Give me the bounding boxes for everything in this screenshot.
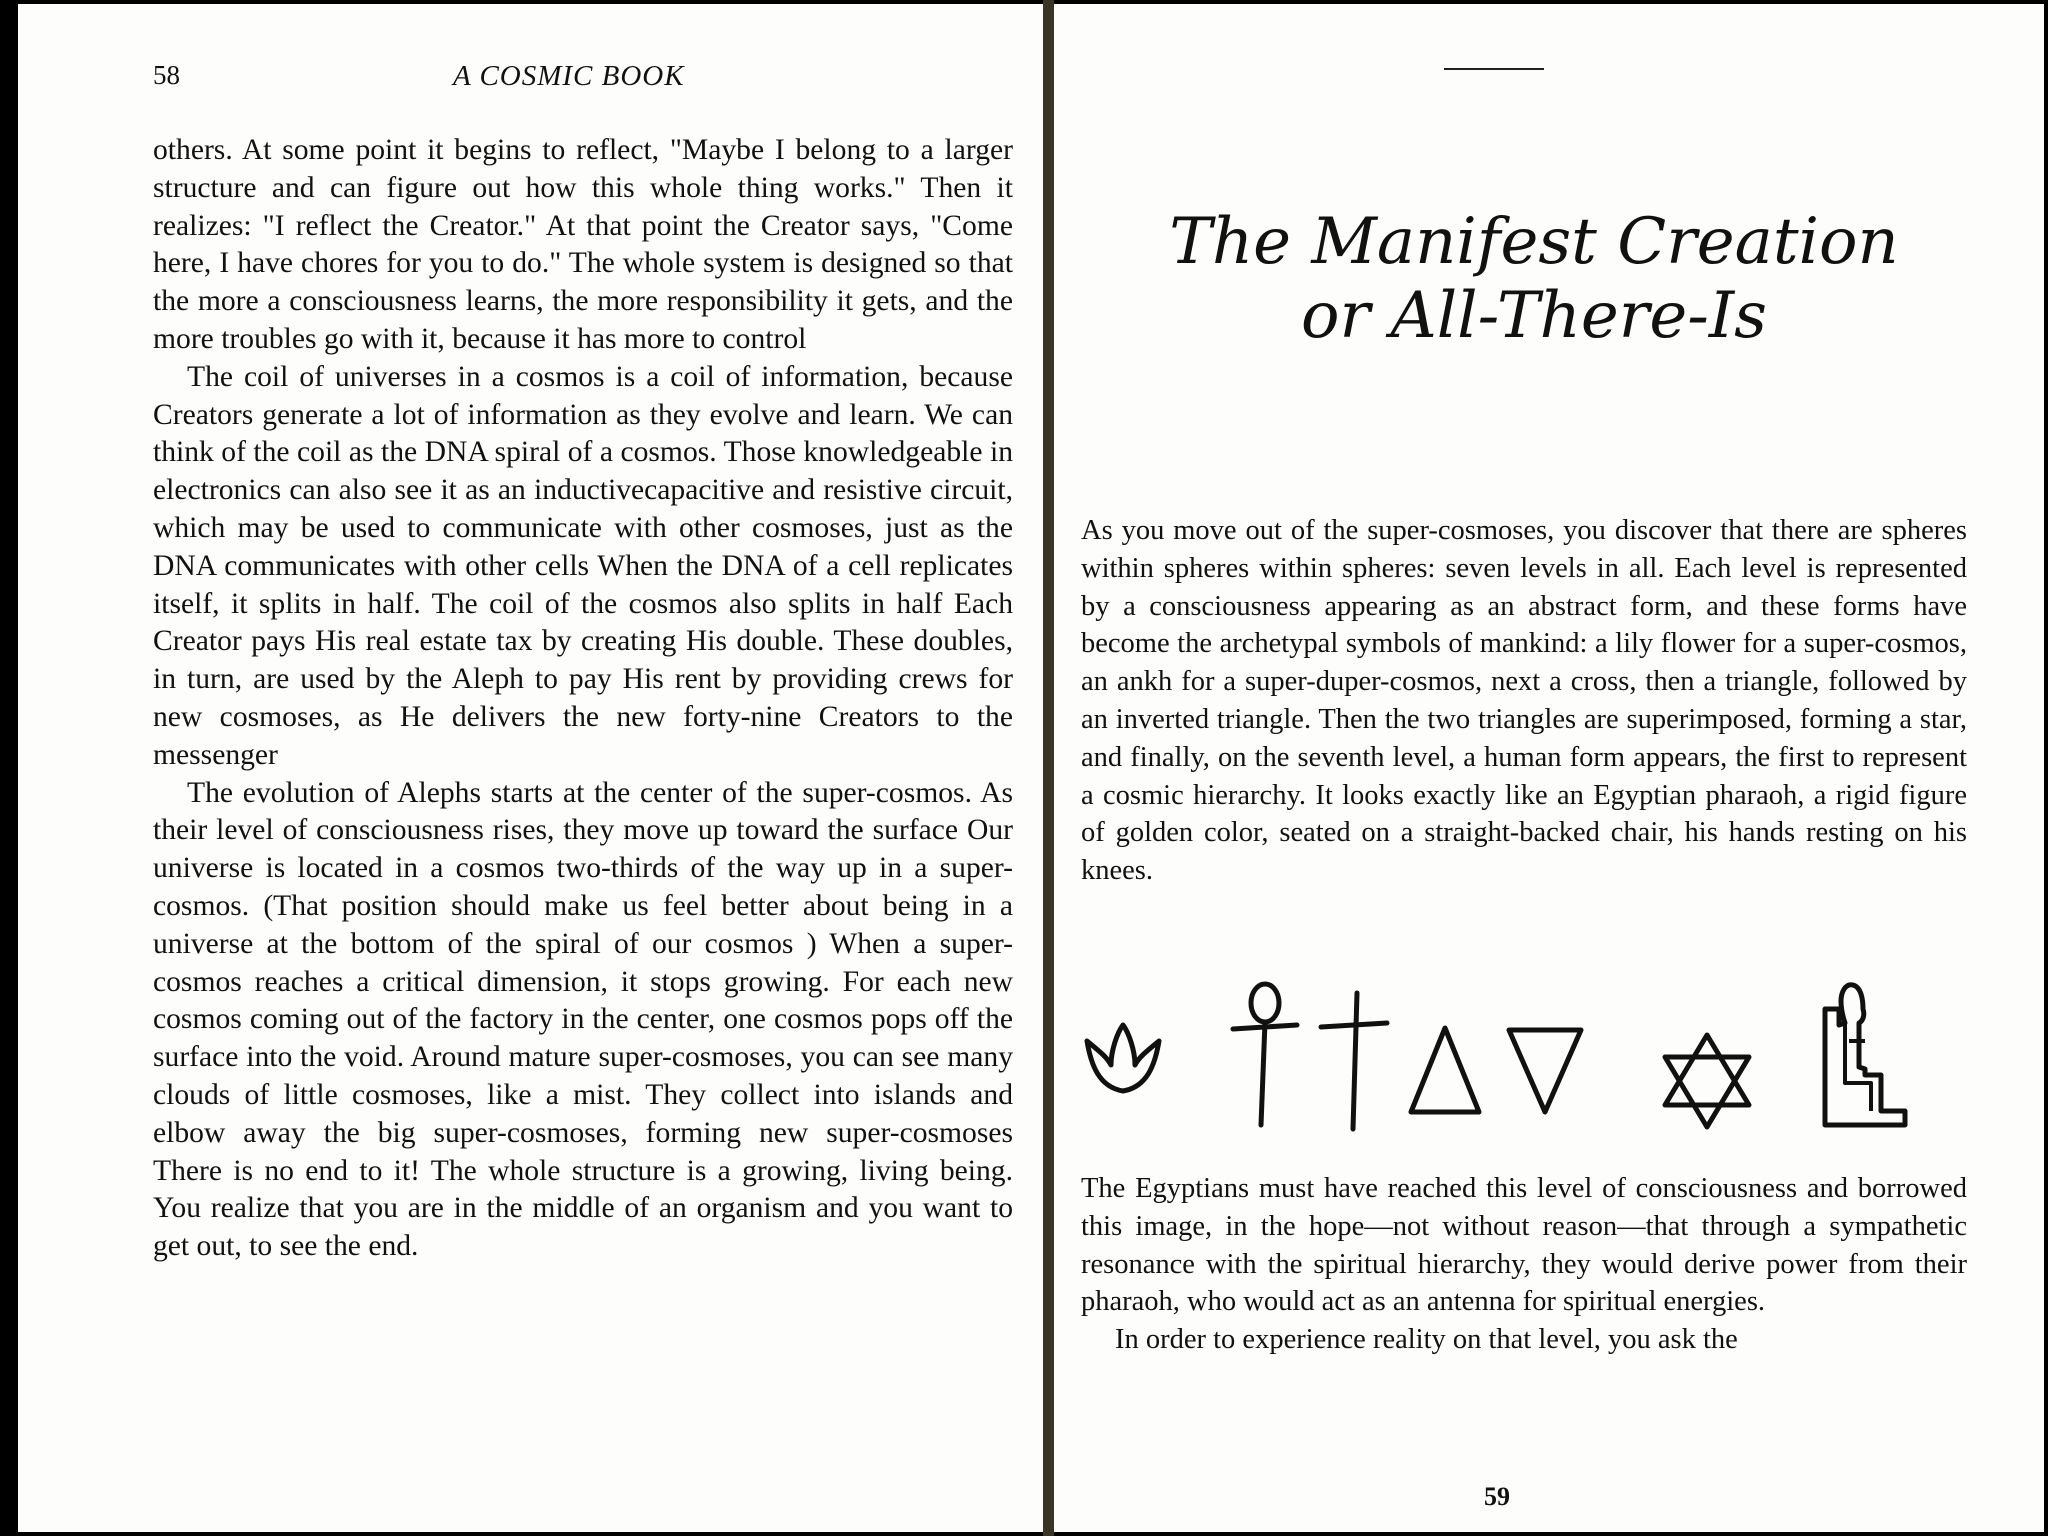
inverted-triangle-icon: [1505, 1026, 1585, 1116]
paragraph: The coil of universes in a cosmos is a coil of information, because Creators generate a lot of information as they evolve and learn. We can think of the coil as the DNA spiral of a cosmos. Those knowledgeable in electronics can also see it as an inductivecapacitive and resistive circuit, which may be used to communicate with other cosmoses, just as the DNA communicates with other cells When the DNA of a cell replicates itself, it splits in half. The coil of the cosmos also splits in half Each Creator pays His real estate tax by creating His double. These doubles, in turn, are used by the Aleph to pay His rent by providing crews for new cosmoses, as He delivers the new forty-nine Creators to the messenger: [153, 360, 1013, 771]
paragraph: As you move out of the super-cosmoses, you discover that there are spheres within spheres within spheres: seven levels in all. Each level is represented by a consciousness appearing as an abstract form, and these forms have become the archetypal symbols of mankind: a lily flower for a super-cosmos, an ankh for a super-duper-cosmos, next a cross, then a triangle, followed by an inverted triangle. Then the two triangles are superimposed, forming a star, and finally, on the seventh level, a human form appears, the first to represent a cosmic hierarchy. It looks exactly like an Egyptian pharaoh, a rigid figure of golden color, seated on a straight-backed chair, his hands resting on his knees.: [1081, 515, 1967, 887]
book-gutter: [1043, 0, 1054, 1536]
right-page-body-bottom: [1081, 1170, 1967, 1359]
archetypal-symbols-row: [1081, 979, 1967, 1139]
chapter-title: [1094, 205, 1974, 353]
paragraph: The Egyptians must have reached this level of consciousness and borrowed this image, in the hope—not without reason—that through a sympathetic resonance with the spiritual hierarchy, they would derive power from their pharaoh, who would act as an antenna for spiritual energies.: [1081, 1173, 1967, 1318]
left-page-body: [153, 132, 1013, 1266]
book-title: A COSMIC BOOK: [453, 60, 685, 92]
paragraph: In order to experience reality on that level, you ask the: [1115, 1324, 1738, 1356]
triangle-icon: [1407, 1024, 1483, 1118]
chapter-rule: [1444, 68, 1544, 70]
running-head: [153, 60, 1013, 100]
left-page-number: 58: [153, 60, 180, 90]
ankh-icon: [1229, 979, 1301, 1129]
paragraph: others. At some point it begins to reflect, "Maybe I belong to a larger structure and can figure out how this whole thing works." Then it realizes: "I reflect the Creator." At that point the Creator says, "Come here, I have chores for you to do." The whole system is designed so that the more a consciousness learns, the more responsibility it gets, and the more troubles go with it, because it has more to control: [153, 134, 1013, 355]
paragraph: The evolution of Alephs starts at the center of the super-cosmos. As their level of consciousness rises, they move up toward the surface Our universe is located in a cosmos two-thirds of the way up in a super-cosmos. (That position should make us feel better about being in a universe at the bottom of the spiral of our cosmos ) When a super-cosmos reaches a critical dimension, it stops growing. For each new cosmos coming out of the factory in the center, one cosmos pops off the surface into the void. Around mature super-cosmoses, you can see many clouds of little cosmoses, like a mist. They collect into islands and elbow away the big super-cosmoses, forming new super-cosmoses There is no end to it! The whole structure is a growing, living being. You realize that you are in the middle of an organism and you want to get out, to see the end.: [153, 776, 1013, 1263]
left-page: [18, 4, 1043, 1532]
right-page-number: 59: [1484, 1482, 1510, 1511]
seated-pharaoh-icon: [1819, 979, 1909, 1131]
right-page: [1054, 4, 2044, 1532]
chapter-title-line: The Manifest Creation: [1169, 204, 1899, 279]
cross-icon: [1317, 989, 1391, 1133]
star-of-david-icon: [1657, 1031, 1757, 1131]
right-page-body-top: [1081, 512, 1967, 890]
chapter-title-line: or All-There-Is: [1301, 278, 1767, 353]
lily-flower-icon: [1081, 1021, 1165, 1097]
